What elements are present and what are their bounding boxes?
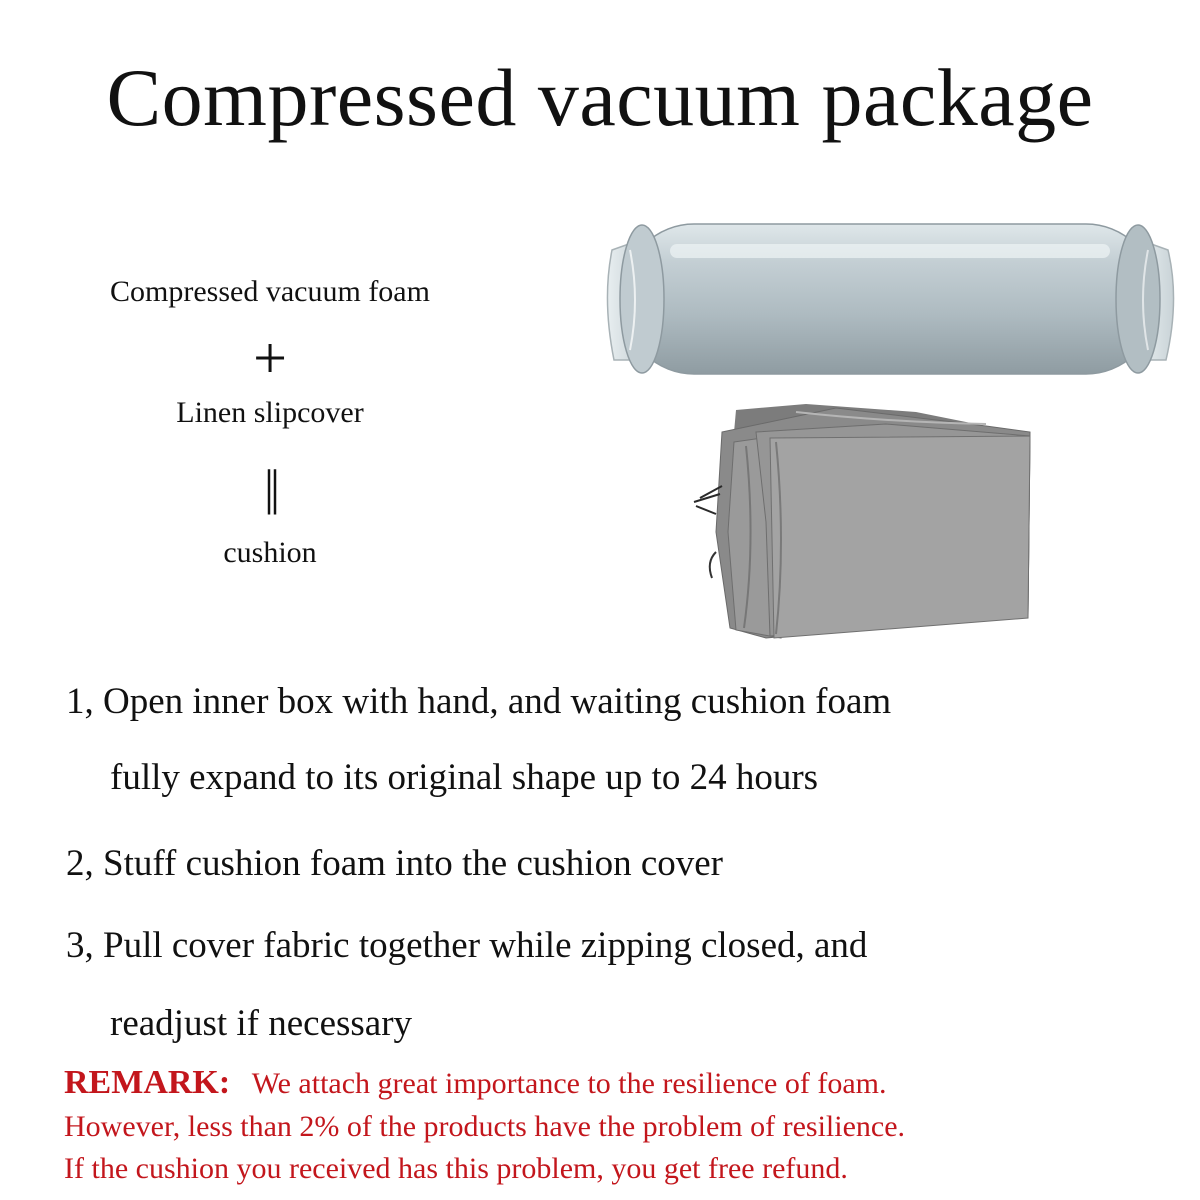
plus-sign: +	[253, 325, 287, 391]
remark-line-3: If the cushion you received has this problem, you get free refund.	[64, 1152, 848, 1185]
compressed-foam-roll-image	[600, 210, 1180, 390]
equals-sign: ||	[263, 459, 277, 515]
remark-text-1: We attach great importance to the resilience of foam.	[251, 1067, 887, 1100]
remark-label: REMARK:	[64, 1064, 231, 1101]
page-title: Compressed vacuum package	[106, 52, 1094, 143]
step-3-line-2: readjust if necessary	[110, 1003, 413, 1044]
cushion-label: cushion	[223, 536, 317, 569]
slipcover-label: Linen slipcover	[176, 396, 364, 429]
step-1-line-1: 1, Open inner box with hand, and waiting cushion foam	[66, 681, 892, 722]
remark-line-1	[64, 1062, 1184, 1105]
linen-slipcover-image	[686, 402, 1036, 642]
step-2: 2, Stuff cushion foam into the cushion cover	[66, 843, 723, 884]
step-1-line-2: fully expand to its original shape up to 24 hours	[110, 757, 819, 798]
foam-label: Compressed vacuum foam	[110, 275, 430, 308]
remark-line-2: However, less than 2% of the products have the problem of resilience.	[64, 1110, 906, 1143]
step-3-line-1: 3, Pull cover fabric together while zipping closed, and	[66, 925, 868, 966]
